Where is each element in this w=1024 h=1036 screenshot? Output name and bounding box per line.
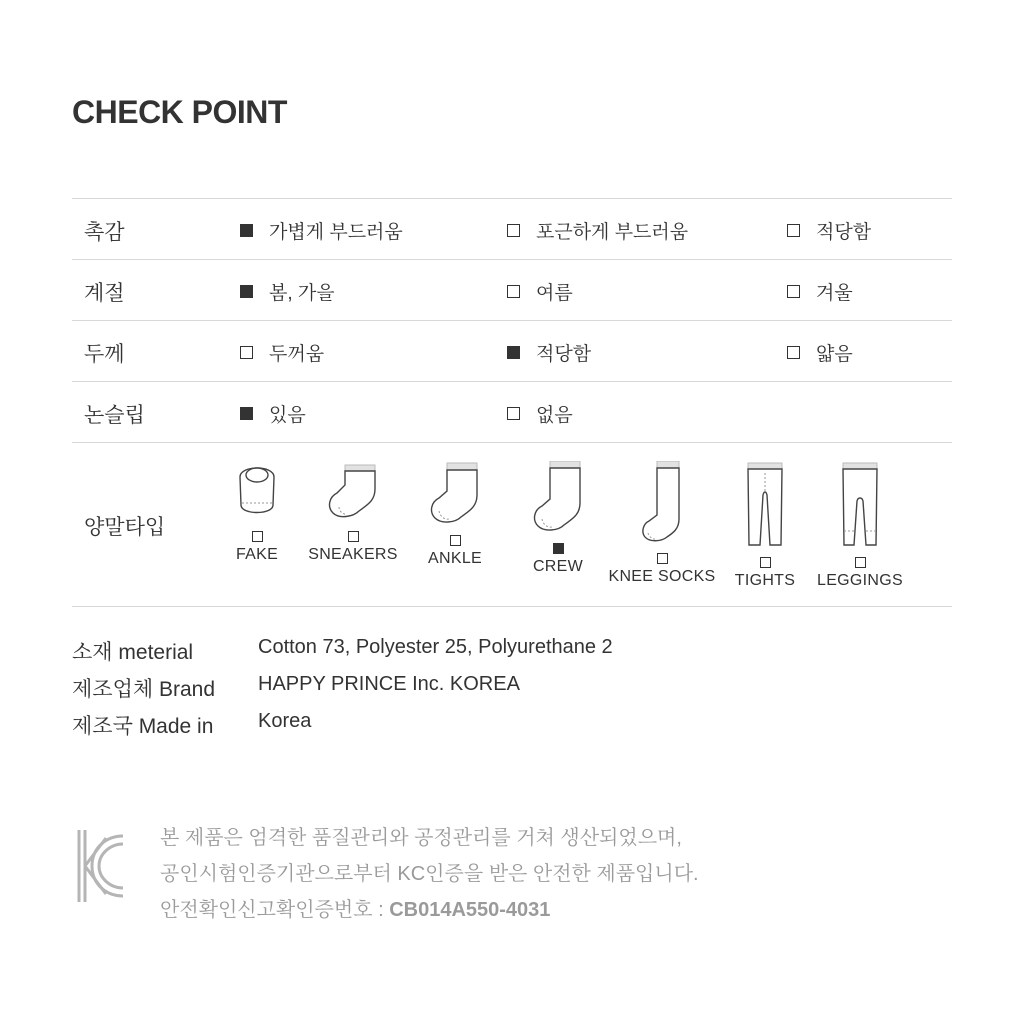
row-label: 논슬립 [84, 404, 145, 427]
option-label: 여름 [536, 282, 573, 304]
option-label: 봄, 가을 [269, 282, 335, 304]
kc-notice-line: 공인시험인증기관으로부터 KC인증을 받은 안전한 제품입니다. [160, 863, 699, 885]
option-label: 적당함 [816, 221, 872, 243]
checkbox-unchecked [507, 407, 520, 420]
ankle-sock-icon [427, 461, 483, 525]
checkbox-unchecked [787, 224, 800, 237]
option-summer [507, 279, 573, 303]
checkbox-checked [553, 543, 564, 554]
info-value: HAPPY PRINCE Inc. KOREA [258, 673, 520, 695]
sock-type-label: KNEE SOCKS [608, 568, 716, 585]
option-moderate [787, 218, 871, 242]
divider [72, 606, 952, 607]
page-title: CHECK POINT [72, 94, 287, 130]
checkbox-unchecked [240, 346, 253, 359]
option-label: 없음 [536, 404, 573, 426]
leggings-icon [840, 461, 880, 547]
checkbox-unchecked [450, 535, 461, 546]
option-label: 얇음 [816, 343, 853, 365]
knee-sock-icon [639, 461, 685, 543]
row-season [72, 260, 952, 320]
kc-notice-line: 본 제품은 엄격한 품질관리와 공정관리를 거쳐 생산되었으며, [160, 827, 682, 849]
checkbox-unchecked [760, 557, 771, 568]
sock-type-label: ANKLE [428, 550, 482, 567]
checkbox-unchecked [507, 224, 520, 237]
option-label: 겨울 [816, 282, 853, 304]
info-key: 제조국 Made in [72, 715, 214, 738]
checkbox-unchecked [252, 531, 263, 542]
option-light-soft [240, 218, 403, 242]
sock-type-ankle [400, 461, 510, 568]
row-sock-type [72, 443, 952, 606]
option-winter [787, 279, 853, 303]
info-value: Cotton 73, Polyester 25, Polyurethane 2 [258, 636, 613, 658]
checkbox-unchecked [657, 553, 668, 564]
option-label: 두꺼움 [269, 343, 325, 365]
option-cozy-soft [507, 218, 688, 242]
sock-type-label: SNEAKERS [308, 546, 398, 563]
option-label: 있음 [269, 404, 306, 426]
sock-type-crew [503, 461, 613, 576]
row-thickness [72, 321, 952, 381]
checkbox-unchecked [348, 531, 359, 542]
checkbox-unchecked [787, 346, 800, 359]
option-spring-fall [240, 279, 335, 303]
checkbox-unchecked [855, 557, 866, 568]
checkbox-checked [240, 407, 253, 420]
checkbox-unchecked [507, 285, 520, 298]
option-label: 가볍게 부드러움 [269, 221, 403, 243]
option-thin [787, 340, 853, 364]
option-label: 적당함 [536, 343, 592, 365]
checkbox-checked [240, 224, 253, 237]
row-label: 양말타입 [84, 516, 166, 539]
crew-sock-icon [530, 461, 586, 533]
checkbox-checked [507, 346, 520, 359]
kc-certification-icon [76, 828, 126, 904]
sock-type-leggings [805, 461, 915, 590]
kc-certification-notice [160, 820, 699, 928]
sock-type-label: CREW [532, 558, 584, 575]
sock-type-sneakers [298, 461, 408, 564]
info-key: 소재 meterial [72, 641, 194, 664]
option-no [507, 401, 573, 425]
option-yes [240, 401, 306, 425]
kc-number-label: 안전확인신고확인증번호 : [160, 899, 390, 921]
tights-icon [745, 461, 785, 547]
sneakers-sock-icon [325, 461, 381, 521]
option-moderate [507, 340, 591, 364]
sock-type-fake [202, 461, 312, 564]
checkbox-unchecked [787, 285, 800, 298]
kc-number-value: CB014A550-4031 [389, 899, 551, 921]
kc-certificate-number [160, 892, 699, 928]
row-non-slip [72, 382, 952, 442]
row-label: 두께 [84, 343, 125, 366]
info-value: Korea [258, 710, 312, 732]
sock-type-tights [710, 461, 820, 590]
checkbox-checked [240, 285, 253, 298]
option-label: 포근하게 부드러움 [536, 221, 689, 243]
row-label: 계절 [84, 282, 125, 305]
sock-type-label: LEGGINGS [817, 572, 903, 589]
info-key: 제조업체 Brand [72, 678, 216, 701]
check-point-table [72, 198, 952, 607]
fake-sock-icon [237, 461, 277, 521]
row-texture [72, 199, 952, 259]
option-thick [240, 340, 324, 364]
sock-type-label: FAKE [235, 546, 279, 563]
sock-type-label: TIGHTS [734, 572, 796, 589]
sock-type-knee-socks [607, 461, 717, 586]
row-label: 촉감 [84, 221, 125, 244]
